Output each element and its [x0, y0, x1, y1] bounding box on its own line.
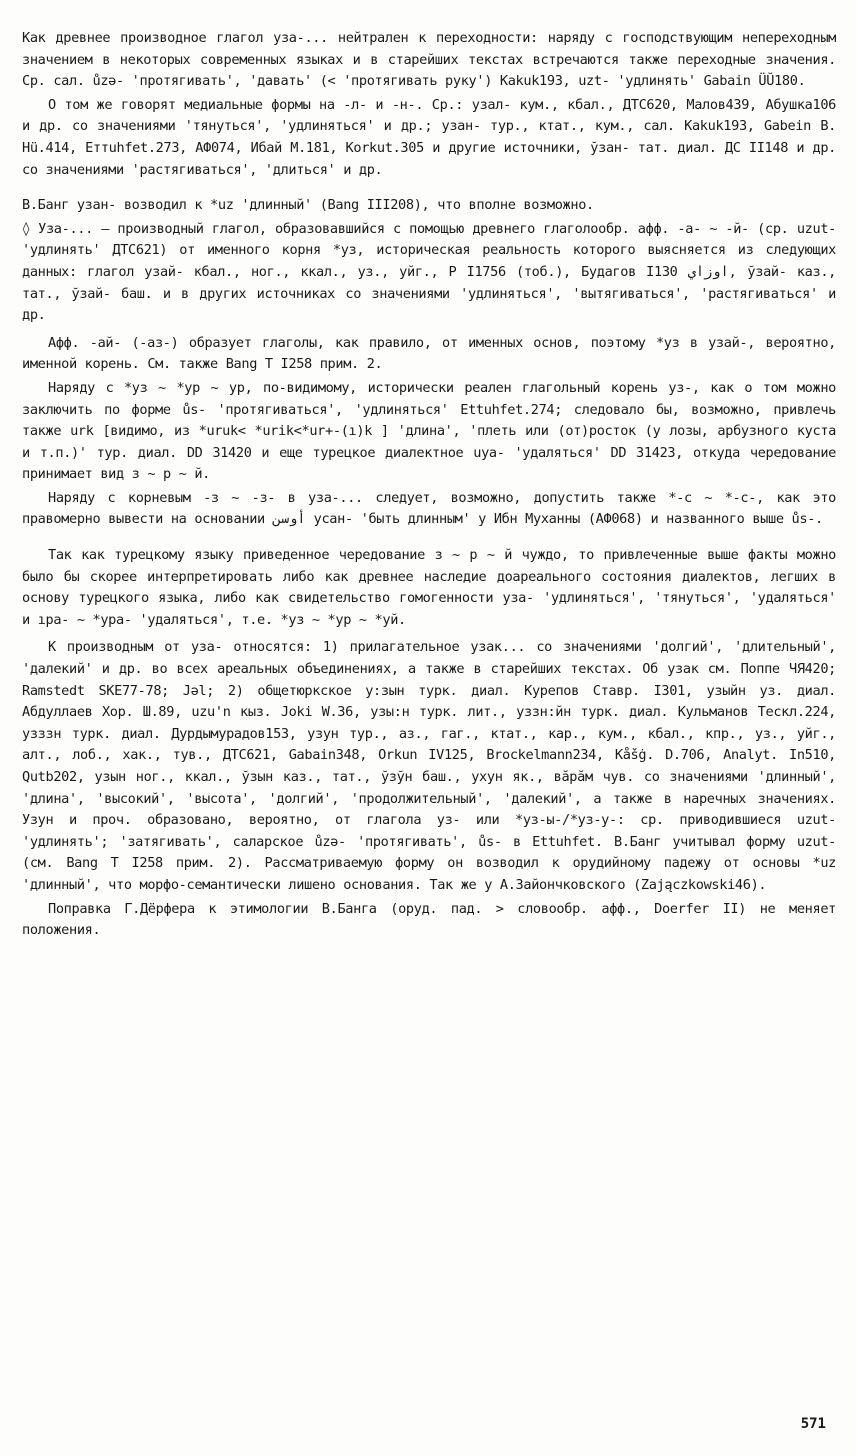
paragraph-2: О том же говорят медиальные формы на -л- и -н-. Ср.: узал- кум., кбал., ДТС620, Малов439, Абушка106 и др. со значениями 'тянуться', 'удлиняться' и др.; узан- тур., ктат., кум., сал. Kakuk193, Gabein B. Hü.414, Eттuhfet.273, АФ074, Ибай М.181, Korkut.305 и другие источники, ўзан- тат. диал. ДС II148 и др. со значениями 'растягиваться', 'длиться' и др.	[22, 96, 836, 178]
paragraph-8: Так как турецкому языку приведенное чередование з ~ р ~ й чуждо, то привлеченные выше факты можно было бы скорее интерпретировать либо как древнее наследие доареального состояния диалектов, легших в основу турецкого языка, либо как свидетельство гомогенности уза- 'удлиняться', 'тянуться', 'удаляться' и ıра- ~ *ура- 'удаляться', т.е. *уз ~ *ур ~ *уй.	[22, 547, 836, 628]
paragraph-3: В.Банг узан- возводил к *uz 'длинный' (Bang III208), что вполне возможно.	[22, 197, 594, 214]
paragraph-10: Поправка Г.Дёрфера к этимологии В.Банга (оруд. пад. > словообр. афф., Doerfer II) не меняет положения.	[22, 900, 836, 939]
paragraph-9: К производным от уза- относятся: 1) прилагательное узак... со значениями 'долгий', 'длительный', 'далекий' и др. во всех ареальных объединениях, а также в старейших текстах. Об узак см. Поппе ЧЯ420; Ramstedt SKE77-78; Jǝl; 2) общетюркское у:зын турк. диал. Курепов Ставр. I301, узыйн уз. диал. Абдуллаев Хор. Ш.89, uzu'n кыз. Joki W.36, узы:н турк. лит., уззн:йн турк. диал. Кульманов Тескл.224, узззн турк. диал. Дурдымурадов153, узун тур., аз., гаг., ктат., кар., кум., кбал., кпр., уз., уйг., алт., лоб., хак., тув., ДТС621, Gabain348, Orkun IV125, Brockelmann234, Kåšġ. D.706, Analyt. In510, Qutb202, узын ног., ккал., ўзын каз., тат., ўзўн баш., ухун як., вăрăм чув. со значениями 'длинный', 'длина', 'высокий', 'высота', 'долгий', 'продолжительный', 'далекий', а также в наречных значениях. Узун и проч. образовано, вероятно, от глагола уз- или *уз-ы-/*уз-у-: ср. приводившиеся uzut- 'удлинять'; 'затягивать', саларское ůzǝ- 'протягивать', ůs- в Ettuhfet. В.Банг учитывал форму uzut- (см. Bang T I258 прим. 2). Рассматриваемую форму он возводил к орудийному падежу от основы *uz 'длинный', что морфо-семантически лишено основания. Так же у А.Зайончковского (Zajączkowski46).	[22, 639, 836, 893]
paragraph-6: Наряду с *уз ~ *ур ~ ур, по-видимому, исторически реален глагольный корень уз-, как о том можно заключить по форме ůs- 'протягиваться', 'удлиняться' Ettuhfet.274; следовало бы, возможно, привлечь также urk [видимо, из *uruk< *urik<*ur+-(ı)k ] 'длина', 'плеть или (от)росток (у лозы, арбузного куста и т.п.)' тур. диал. DD 31420 и еще турецкое диалектное uya- 'удаляться' DD 31423, откуда чередование принимает вид з ~ р ~ й.	[22, 379, 836, 483]
paragraph-4: ◊ Уза-... – производный глагол, образовавшийся с помощью древнего глаголообр. афф. -а- ~ -й- (ср. uzut- 'удлинять' ДТС621) от именного корня *уз, историческая реальность которого выясняется из следующих данных: глагол узай- кбал., ног., ккал., уз., уйг., Р I1756 (тоб.), Будагов I130 اوزاي, ўзай- каз., тат., ўзай- баш. и в других источниках со значениями 'удлиняться', 'вытягиваться', 'растягиваться' и др.	[22, 220, 836, 324]
page-number: 571	[800, 1416, 826, 1432]
paragraph-1: Как древнее производное глагол уза-... нейтрален к переходности: наряду с господствующим непереходным значением в некоторых современных языках и в старейших текстах встречаются также переходные значения. Ср. сал. ůzə- 'протягивать', 'давать' (< 'протягивать руку') Kakuk193, uzt- 'удлинять' Gabain ÜŬ180.	[22, 30, 836, 90]
paragraph-7: Наряду с корневым -з ~ -з- в уза-... следует, возможно, допустить также *-с ~ *-с-, как это правомерно вывести на основании أوسن усан- 'быть длинным' у Ибн Муханны (АФ068) и названного выше ůs-.	[22, 489, 836, 528]
paragraph-5: Афф. -ай- (-аз-) образует глаголы, как правило, от именных основ, поэтому *уз в узай-, вероятно, именной корень. См. также Bang T I258 прим. 2.	[22, 334, 836, 373]
